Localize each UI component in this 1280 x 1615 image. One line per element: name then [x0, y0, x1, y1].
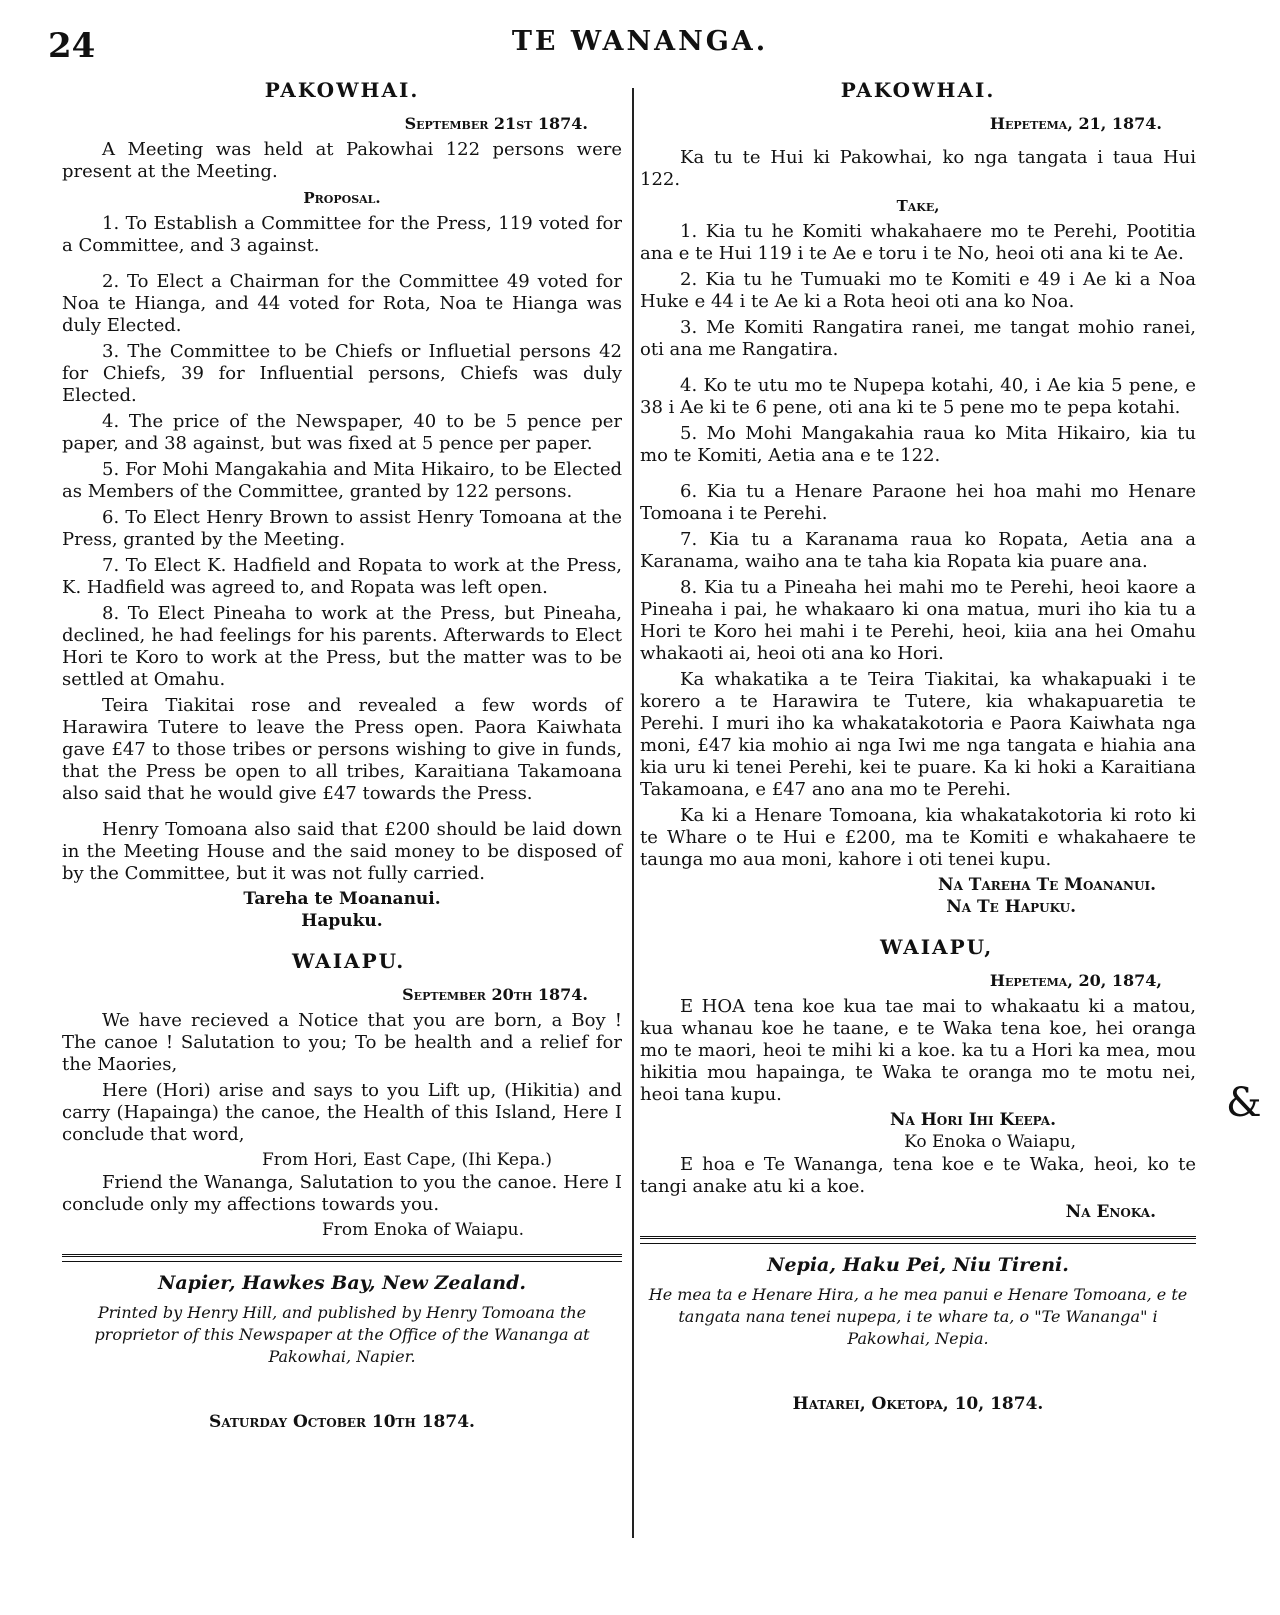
- signature: From Enoka of Waiapu.: [322, 1220, 524, 1240]
- waiapu-para-mi: E hoa e Te Wananga, tena koe e te Waka, heoi, ko te tangi anake atu ki a koe.: [640, 1154, 1196, 1197]
- waiapu-para-en: Friend the Wananga, Salutation to you the canoe. Here I conclude only my affections towards you.: [62, 1172, 622, 1215]
- proposal-item: 1. To Establish a Committee for the Press, 119 voted for a Committee, and 3 against.: [62, 213, 622, 256]
- take-item: Ka ki a Henare Tomoana, kia whakatakotoria ki roto ki te Whare o te Hui e £200, ma te Komiti e whakahaere te taunga mo aua moni, kahore i oti tenei kupu.: [640, 805, 1196, 870]
- waiapu-para-mi: E HOA tena koe kua tae mai to whakaatu ki a matou, kua whanau koe he taane, e te Waka tena koe, hei oranga mo te maori, heoi te mihi ki a koe. ka tu a Hori ka mea, mou hikitia mou hapainga, te Waka te oranga mo te motu nei, heoi tana kupu.: [640, 996, 1196, 1105]
- masthead: TE WANANGA.: [511, 26, 769, 57]
- proposal-item: Henry Tomoana also said that £200 should be laid down in the Meeting House and the said money to be disposed of by the Committee, but it was not fully carried.: [62, 819, 622, 884]
- waiapu-heading-mi: WAIAPU,: [880, 935, 994, 959]
- pakowhai-heading-mi: PAKOWHAI.: [840, 78, 996, 102]
- signature: Hapuku.: [301, 911, 383, 931]
- take-item: 3. Me Komiti Rangatira ranei, me tangat mohio ranei, oti ana me Rangatira.: [640, 317, 1196, 360]
- pakowhai-heading-en: PAKOWHAI.: [264, 78, 420, 102]
- column-divider: [632, 88, 634, 1538]
- proposal-item: 4. The price of the Newspaper, 40 to be 5 pence per paper, and 38 against, but was fixed at 5 pence per paper.: [62, 411, 622, 454]
- imprint-title-mi: Nepia, Haku Pei, Niu Tireni.: [767, 1254, 1069, 1276]
- imprint-title-en: Napier, Hawkes Bay, New Zealand.: [157, 1272, 527, 1294]
- take-item: 7. Kia tu a Karanama raua ko Ropata, Aetia ana a Karanama, waiho ana te taha kia Ropata kia puare ana.: [640, 529, 1196, 572]
- margin-mark: &: [1226, 1080, 1262, 1126]
- footer-rule: [62, 1254, 622, 1262]
- footer-date-en: Saturday October 10th 1874.: [209, 1412, 475, 1432]
- pakowhai-intro-en: A Meeting was held at Pakowhai 122 persons were present at the Meeting.: [62, 139, 622, 182]
- pakowhai-intro-mi: Ka tu te Hui ki Pakowhai, ko nga tangata i taua Hui 122.: [640, 147, 1196, 190]
- signature: Na Enoka.: [1065, 1202, 1156, 1222]
- maori-column: [640, 78, 1196, 1414]
- signature: Ko Enoka o Waiapu,: [904, 1132, 1076, 1152]
- waiapu-heading-en: WAIAPU.: [292, 949, 406, 973]
- proposal-label: Proposal.: [303, 189, 381, 207]
- pakowhai-date-en: September 21st 1874.: [404, 114, 588, 133]
- waiapu-date-mi: Hepetema, 20, 1874,: [989, 971, 1162, 990]
- footer-rule: [640, 1236, 1196, 1244]
- take-item: 8. Kia tu a Pineaha hei mahi mo te Perehi, heoi kaore a Pineaha i pai, he whakaaro ki ona matua, muri iho kia tu a Hori te Koro hei mahi i te Perehi, heoi, kiia ana hei Omahu whakaoti ai, heoi oti ana ko Hori.: [640, 577, 1196, 664]
- proposal-item: 6. To Elect Henry Brown to assist Henry Tomoana at the Press, granted by the Meeting.: [62, 507, 622, 550]
- take-label: Take,: [896, 197, 940, 215]
- waiapu-para-en: Here (Hori) arise and says to you Lift up, (Hikitia) and carry (Hapainga) the canoe, the Health of this Island, Here I conclude that word,: [62, 1080, 622, 1145]
- page-number: 24: [48, 26, 96, 66]
- take-item: 6. Kia tu a Henare Paraone hei hoa mahi mo Henare Tomoana i te Perehi.: [640, 481, 1196, 524]
- take-item: 2. Kia tu he Tumuaki mo te Komiti e 49 i Ae ki a Noa Huke e 44 i te Ae ki a Rota heoi oti ana ko Noa.: [640, 269, 1196, 312]
- imprint-mi: He mea ta e Henare Hira, a he mea panui e Henare Tomoana, e te tangata nana tenei nupepa, i te whare ta, o "Te Wananga" i Pakowhai, Nepia.: [648, 1285, 1188, 1348]
- take-item: 4. Ko te utu mo te Nupepa kotahi, 40, i Ae kia 5 pene, e 38 i Ae ki te 6 pene, oti ana ki te 5 pene mo te pepa kotahi.: [640, 375, 1196, 418]
- pakowhai-date-mi: Hepetema, 21, 1874.: [989, 114, 1162, 133]
- waiapu-para-en: We have recieved a Notice that you are born, a Boy ! The canoe ! Salutation to you; To be health and a relief for the Maories,: [62, 1010, 622, 1075]
- proposal-item: 3. The Committee to be Chiefs or Influetial persons 42 for Chiefs, 39 for Influential persons, Chiefs was duly Elected.: [62, 341, 622, 406]
- signature: Na Te Hapuku.: [946, 897, 1076, 917]
- proposal-item: 8. To Elect Pineaha to work at the Press, but Pineaha, declined, he had feelings for his parents. Afterwards to Elect Hori te Koro to work at the Press, but the matter was to be settled at Omahu.: [62, 603, 622, 690]
- take-item: Ka whakatika a te Teira Tiakitai, ka whakapuaki i te korero a te Harawira te Tutere, kia whakapuaretia te Perehi. I muri iho ka whakatakotoria e Paora Kaiwhata nga moni, £47 kia mohio ai nga Iwi me nga tangata e hiahia ana kia uru ki tenei Perehi, kei te puare. Ka ki hoki a Karaitiana Takamoana, e £47 ano ana mo te Perehi.: [640, 669, 1196, 800]
- imprint-en: Printed by Henry Hill, and published by Henry Tomoana the proprietor of this Newspaper at the Office of the Wananga at Pakowhai, Napier.: [94, 1303, 590, 1366]
- take-item: 1. Kia tu he Komiti whakahaere mo te Perehi, Pootitia ana e te Hui 119 i te Ae e toru i te No, heoi oti ana ki te Ae.: [640, 221, 1196, 264]
- proposal-item: Teira Tiakitai rose and revealed a few words of Harawira Tutere to leave the Press open. Paora Kaiwhata gave £47 to those tribes or persons wishing to give in funds, that the Press be open to all tribes, Karaitiana Takamoana also said that he would give £47 towards the Press.: [62, 695, 622, 804]
- proposal-item: 7. To Elect K. Hadfield and Ropata to work at the Press, K. Hadfield was agreed to, and Ropata was left open.: [62, 555, 622, 598]
- proposal-item: 5. For Mohi Mangakahia and Mita Hikairo, to be Elected as Members of the Committee, granted by 122 persons.: [62, 459, 622, 502]
- signature: Na Hori Ihi Keepa.: [889, 1110, 1056, 1130]
- signature: From Hori, East Cape, (Ihi Kepa.): [262, 1150, 553, 1170]
- signature: Na Tareha Te Moananui.: [938, 875, 1156, 895]
- footer-date-mi: Hatarei, Oketopa, 10, 1874.: [792, 1394, 1044, 1414]
- proposal-item: 2. To Elect a Chairman for the Committee 49 voted for Noa te Hianga, and 44 voted for Rota, Noa te Hianga was duly Elected.: [62, 271, 622, 336]
- english-column: [62, 78, 622, 1432]
- waiapu-date-en: September 20th 1874.: [402, 985, 588, 1004]
- take-item: 5. Mo Mohi Mangakahia raua ko Mita Hikairo, kia tu mo te Komiti, Aetia ana e te 122.: [640, 423, 1196, 466]
- signature: Tareha te Moananui.: [243, 889, 441, 909]
